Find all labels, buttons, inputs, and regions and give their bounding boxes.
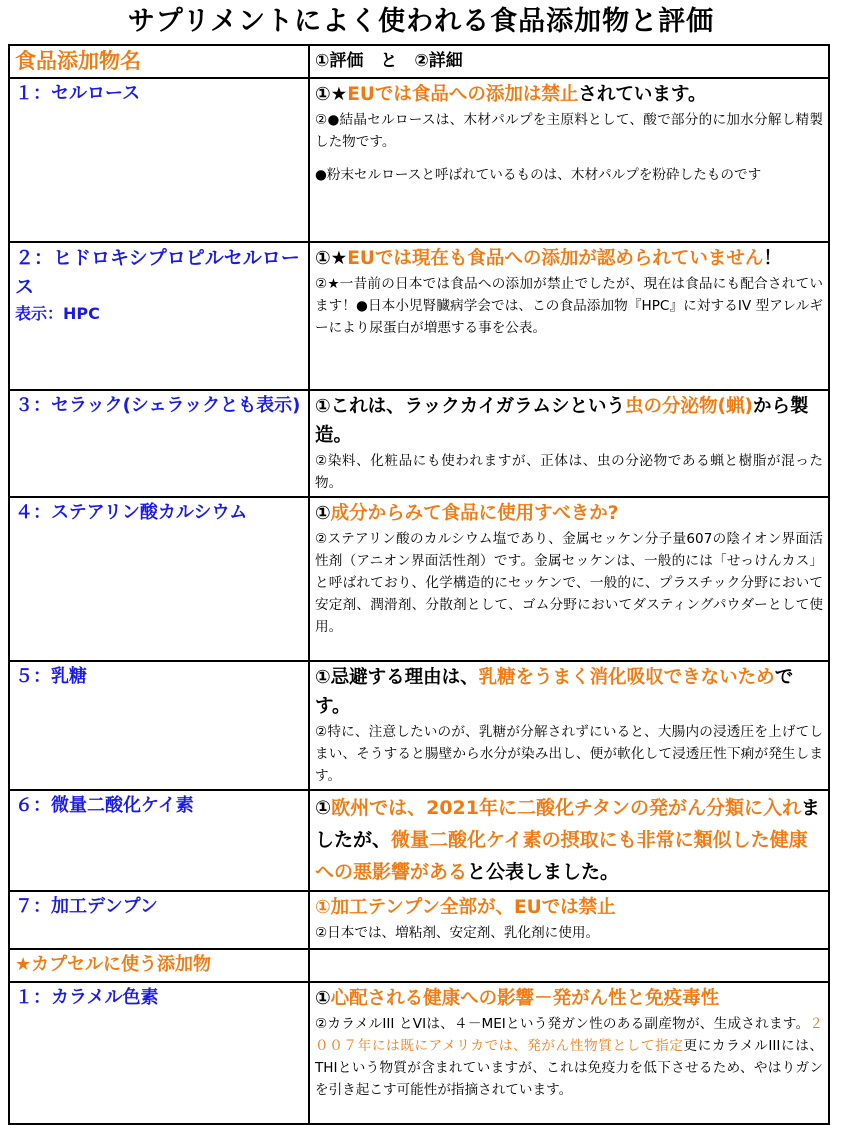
additive-name-cell	[9, 982, 309, 1124]
evaluation-summary	[315, 663, 823, 721]
additive-name: １：カラメル色素	[15, 987, 159, 1008]
detail-text: 更にカラメルIIIには、THIという物質が含まれていますが、これは免疫力を低下させるため、やはりガンを引き起こす可能性が指摘されています。	[315, 1038, 824, 1098]
detail-paragraph	[315, 1013, 823, 1101]
table-row	[9, 661, 829, 790]
evaluation-text: ①	[315, 988, 331, 1009]
evaluation-summary	[315, 499, 823, 528]
table-row	[9, 78, 829, 242]
additive-name: １：セルロース	[15, 83, 141, 104]
detail-paragraph: ②染料、化粧品にも使われますが、正体は、虫の分泌物である蝋と樹脂が混った物。	[315, 453, 823, 491]
table-row	[9, 390, 829, 497]
additive-name: ７：加工デンプン	[15, 896, 158, 917]
evaluation-detail	[315, 273, 823, 339]
evaluation-summary	[315, 80, 823, 109]
evaluation-detail	[315, 109, 823, 186]
evaluation-highlight: EUでは食品への添加は禁止	[347, 84, 579, 105]
evaluation-summary	[315, 792, 823, 888]
evaluation-highlight: EUでは現在も食品への添加が認められていません	[347, 248, 764, 269]
additive-name-cell	[9, 891, 309, 949]
evaluation-text: です。	[315, 667, 794, 717]
evaluation-highlight: 欧州では、2021年に二酸化チタンの発がん分類に入れ	[331, 797, 802, 819]
evaluation-text: から製造。	[315, 396, 809, 446]
table-row	[9, 242, 829, 390]
additive-name: ６：微量二酸化ケイ素	[15, 795, 194, 816]
evaluation-detail	[315, 450, 823, 494]
evaluation-text: ①	[315, 797, 332, 819]
evaluation-detail	[315, 528, 823, 638]
additive-name: ３：セラック(シェラックとも表示)	[15, 395, 301, 416]
evaluation-summary	[315, 244, 823, 273]
additive-name: ２：ヒドロキシプロピルセルロース	[15, 247, 300, 298]
evaluation-text: ①これは、ラックカイガラムシという	[315, 396, 626, 417]
additive-name: ４：ステアリン酸カルシウム	[15, 502, 248, 523]
section-row	[9, 949, 829, 982]
evaluation-text: されています。	[578, 84, 707, 105]
evaluation-detail	[315, 721, 823, 787]
table-row	[9, 790, 829, 891]
detail-paragraph: ●粉末セルロースと呼ばれているものは、木材パルプを粉砕したものです	[315, 167, 762, 183]
evaluation-highlight: 乳糖をうまく消化吸収できないため	[478, 667, 775, 688]
evaluation-highlight: 成分からみて食品に使用すべきか?	[330, 503, 619, 524]
detail-paragraph: ②★一昔前の日本では食品への添加が禁止でしたが、現在は食品にも配合されています！●日本小児腎臓病学会では、この食品添加物『HPC』に対するIV 型アレルギーにより尿蛋白が増悪する事を公表。	[315, 276, 823, 336]
additive-name: ５：乳糖	[15, 666, 87, 687]
evaluation-cell	[309, 78, 829, 242]
header-name-cell: 食品添加物名	[9, 45, 309, 78]
evaluation-text: ①忌避する理由は、	[315, 667, 479, 688]
detail-text: ②カラメルIII とVIは、４－MEIという発ガン性のある副産物が、生成されます。	[315, 1016, 810, 1032]
evaluation-cell	[309, 790, 829, 891]
section-label: ★カプセルに使う添加物	[9, 949, 309, 982]
evaluation-text: ！	[763, 248, 782, 269]
section-empty-cell	[309, 949, 829, 982]
table-row	[9, 497, 829, 661]
evaluation-detail	[315, 1013, 823, 1101]
table-header-row	[9, 45, 829, 78]
evaluation-cell	[309, 390, 829, 497]
evaluation-summary	[315, 984, 823, 1013]
detail-paragraph: ②日本では、増粘剤、安定剤、乳化剤に使用。	[315, 925, 600, 941]
additive-name-cell	[9, 497, 309, 661]
evaluation-highlight: 心配される健康への影響－発がん性と免疫毒性	[330, 988, 720, 1009]
evaluation-cell	[309, 661, 829, 790]
evaluation-highlight: ①加工テンプン全部が、EUでは禁止	[315, 897, 616, 918]
additives-table	[8, 44, 830, 1125]
additive-name-cell	[9, 390, 309, 497]
evaluation-text: ましたが、	[315, 797, 821, 851]
page-title: サプリメントによく使われる食品添加物と評価	[127, 6, 715, 37]
evaluation-text: と公表しました。	[467, 861, 620, 883]
evaluation-text: ①★	[315, 84, 348, 105]
table-row	[9, 982, 829, 1124]
additive-name-cell	[9, 242, 309, 390]
additive-name-cell	[9, 661, 309, 790]
evaluation-highlight: 虫の分泌物(蝋)	[625, 396, 753, 417]
evaluation-summary	[315, 392, 823, 450]
detail-paragraph: ②ステアリン酸のカルシウム塩であり、金属セッケン分子量607の陰イオン界面活性剤（アニオン界面活性剤）です。金属セッケンは、一般的には「せっけんカス」と呼ばれており、化学構造的にセッケンで、一般的に、プラスチック分野において安定剤、潤滑剤、分散剤として、ゴム分野においてダスティングパウダーとして使用。	[315, 531, 823, 635]
header-evaluation-cell: ①評価 と ②詳細	[309, 45, 829, 78]
additive-name-cell	[9, 78, 309, 242]
evaluation-cell	[309, 242, 829, 390]
evaluation-text: ①	[315, 503, 331, 524]
evaluation-cell	[309, 891, 829, 949]
additive-display-name: 表示：HPC	[15, 304, 100, 323]
detail-paragraph: ②特に、注意したいのが、乳糖が分解されずにいると、大腸内の浸透圧を上げてしまい、そうすると腸壁から水分が染み出し、便が軟化して浸透圧性下痢が発生します。	[315, 724, 823, 784]
table-row	[9, 891, 829, 949]
detail-highlight: ２００７年には既にアメリカでは、発がん性物質として指定	[315, 1016, 823, 1054]
evaluation-detail	[315, 922, 823, 944]
evaluation-cell	[309, 982, 829, 1124]
evaluation-text: ①★	[315, 248, 348, 269]
evaluation-cell	[309, 497, 829, 661]
additive-name-cell	[9, 790, 309, 891]
detail-paragraph: ②●結晶セルロースは、木材パルプを主原料として、酸で部分的に加水分解し精製した物です。	[315, 112, 823, 150]
evaluation-highlight: 微量二酸化ケイ素の摂取にも非常に類似した健康への悪影響がある	[315, 829, 808, 883]
